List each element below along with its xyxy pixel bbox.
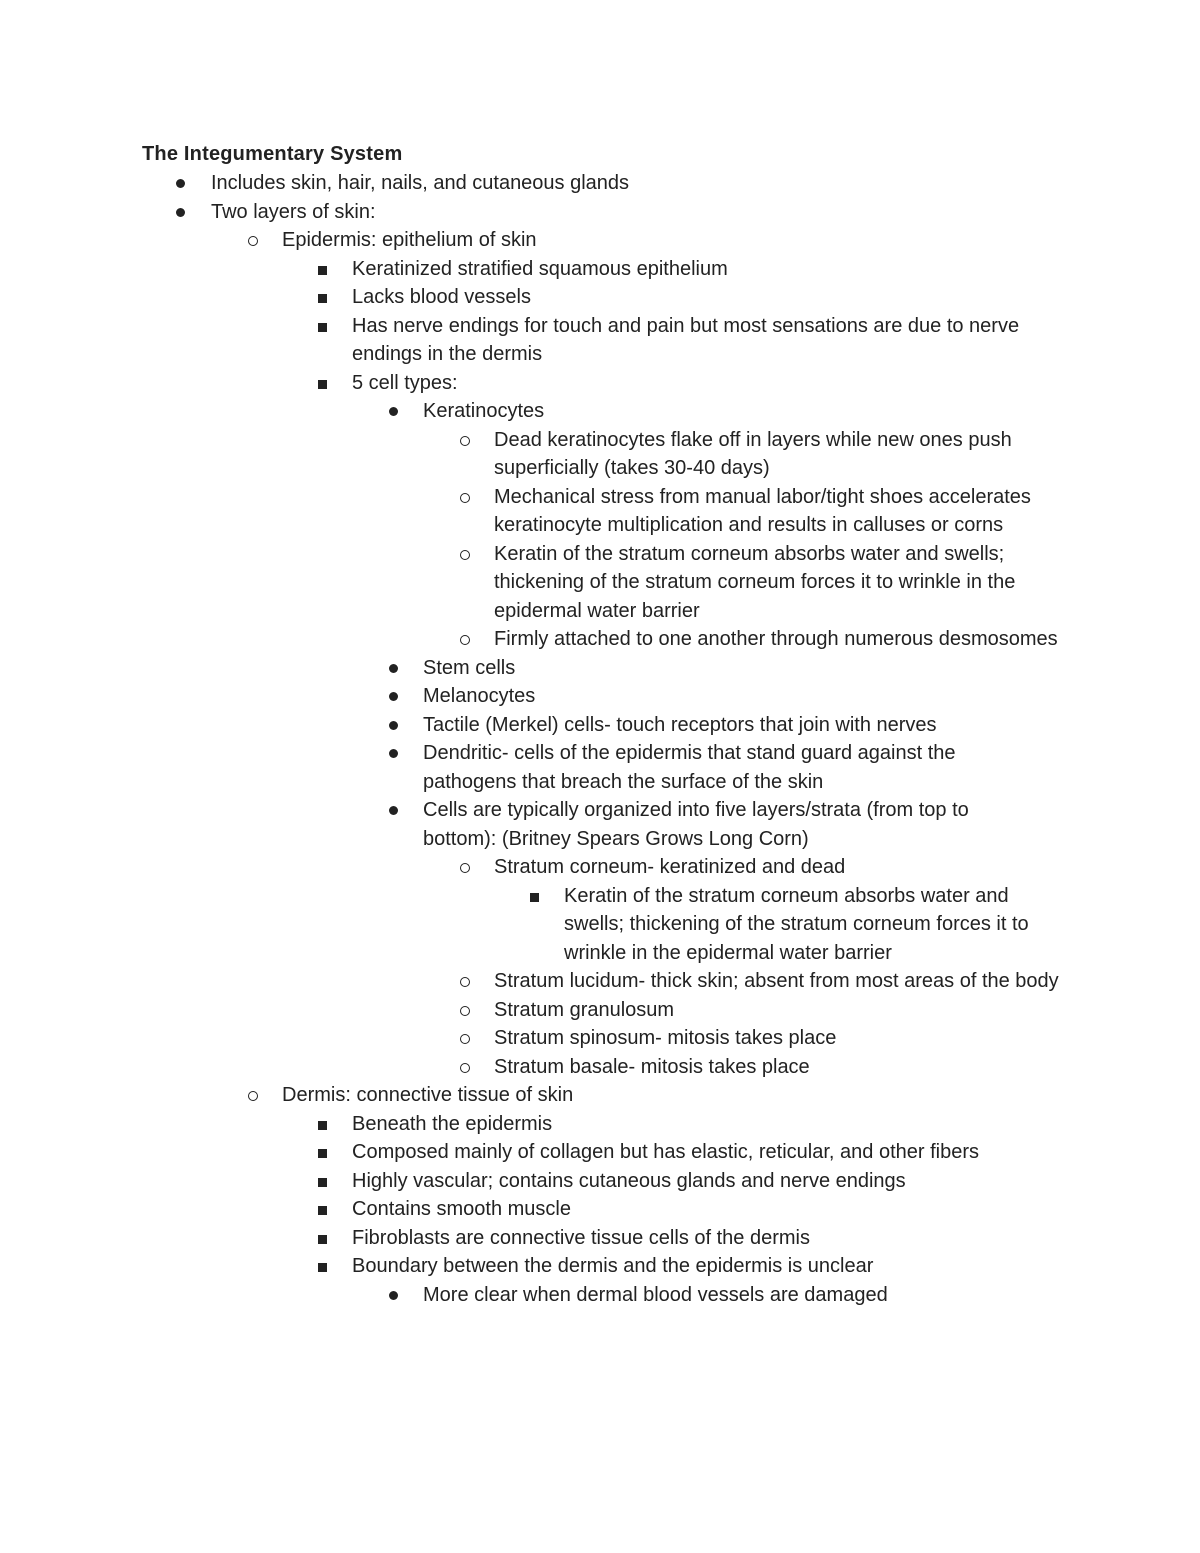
list-item [0,1110,1032,1139]
list-item [0,625,1059,654]
circle-bullet-icon [460,550,470,560]
list-item-text: Keratinocytes [423,400,545,422]
square-bullet-icon [318,294,327,303]
list-item [0,483,1059,540]
list-item-text: Includes skin, hair, nails, and cutaneous glands [211,172,630,194]
list-item [0,682,1023,711]
disc-bullet-icon [389,806,398,815]
outline-list [0,169,1200,1309]
square-bullet-icon [318,323,327,332]
list-item [0,853,1059,882]
disc-bullet-icon [389,1291,398,1300]
circle-bullet-icon [460,1063,470,1073]
list-item-text: Keratinized stratified squamous epithelium [352,257,728,280]
circle-bullet-icon [460,635,470,645]
list-item-text: Lacks blood vessels [352,286,531,308]
list-item [0,996,1059,1025]
list-item-text: Dead keratinocytes flake off in layers while new ones push superficially (takes 30-40 days) [494,428,1012,479]
list-item [0,967,1059,996]
list-item-text: Stem cells [423,656,516,679]
disc-bullet-icon [176,208,185,217]
list-item [0,1195,1032,1224]
square-bullet-icon [318,266,327,275]
list-item-text: Has nerve endings for touch and pain but most sensations are due to nerve endings in the dermis [352,314,1020,365]
list-item-text: Firmly attached to one another through numerous desmosomes [494,628,1058,650]
list-item-text: Two layers of skin: [211,200,376,223]
list-item [0,796,1023,853]
circle-bullet-icon [460,977,470,987]
list-item-text: Epidermis: epithelium of skin [282,229,537,251]
list-item [0,1167,1032,1196]
circle-bullet-icon [460,436,470,446]
circle-bullet-icon [248,236,258,246]
circle-bullet-icon [460,1034,470,1044]
square-bullet-icon [318,1149,327,1158]
document-title: The Integumentary System [142,143,403,165]
list-item [0,739,1023,796]
list-item [0,882,1054,968]
list-item [0,426,1059,483]
square-bullet-icon [318,1178,327,1187]
disc-bullet-icon [176,179,185,188]
square-bullet-icon [318,1206,327,1215]
list-item [0,169,1200,198]
list-item-text: Cells are typically organized into five layers/strata (from top to bottom): (Britney Spears Grows Long Corn) [423,799,969,850]
list-item [0,1281,1023,1310]
list-item-text: Keratin of the stratum corneum absorbs water and swells; thickening of the stratum corneum forces it to wrinkle in the epidermal water barrier [564,884,1029,964]
circle-bullet-icon [460,863,470,873]
list-item [0,369,1032,398]
list-item-text: Stratum granulosum [494,998,675,1021]
circle-bullet-icon [460,1006,470,1016]
list-item [0,654,1023,683]
list-item-text: Dermis: connective tissue of skin [282,1084,574,1106]
list-item-text: Composed mainly of collagen but has elastic, reticular, and other fibers [352,1141,980,1163]
square-bullet-icon [318,1263,327,1272]
list-item-text: More clear when dermal blood vessels are damaged [423,1283,888,1306]
list-item-text: Beneath the epidermis [352,1112,553,1135]
list-item-text: Melanocytes [423,685,536,707]
list-item [0,255,1032,284]
square-bullet-icon [530,893,539,902]
square-bullet-icon [318,1121,327,1130]
list-item-text: Stratum spinosum- mitosis takes place [494,1027,837,1049]
list-item-text: Stratum basale- mitosis takes place [494,1055,810,1078]
list-item [0,198,1200,227]
disc-bullet-icon [389,664,398,673]
list-item [0,1138,1032,1167]
disc-bullet-icon [389,692,398,701]
list-item [0,1053,1059,1082]
list-item-text: Highly vascular; contains cutaneous glands and nerve endings [352,1169,906,1192]
list-item-text: Stratum corneum- keratinized and dead [494,856,846,878]
disc-bullet-icon [389,749,398,758]
square-bullet-icon [318,1235,327,1244]
list-item [0,226,1200,255]
list-item [0,1081,1200,1110]
list-item-text: 5 cell types: [352,371,458,394]
list-item [0,1024,1059,1053]
list-item [0,312,1032,369]
disc-bullet-icon [389,721,398,730]
list-item [0,711,1023,740]
list-item [0,397,1023,426]
list-item-text: Keratin of the stratum corneum absorbs water and swells; thickening of the stratum corneum forces it to wrinkle in the epidermal water barrier [494,542,1016,622]
list-item [0,540,1059,626]
list-item-text: Mechanical stress from manual labor/tight shoes accelerates keratinocyte multiplication and results in calluses or corns [494,485,1031,536]
circle-bullet-icon [460,493,470,503]
list-item-text: Stratum lucidum- thick skin; absent from most areas of the body [494,970,1059,992]
list-item [0,283,1032,312]
list-item [0,1252,1032,1281]
list-item-text: Fibroblasts are connective tissue cells of the dermis [352,1226,810,1249]
square-bullet-icon [318,380,327,389]
list-item [0,1224,1032,1253]
list-item-text: Boundary between the dermis and the epidermis is unclear [352,1255,874,1277]
list-item-text: Dendritic- cells of the epidermis that stand guard against the pathogens that breach the surface of the skin [423,742,956,793]
list-item-text: Tactile (Merkel) cells- touch receptors that join with nerves [423,713,937,736]
list-item-text: Contains smooth muscle [352,1198,571,1220]
disc-bullet-icon [389,407,398,416]
circle-bullet-icon [248,1091,258,1101]
